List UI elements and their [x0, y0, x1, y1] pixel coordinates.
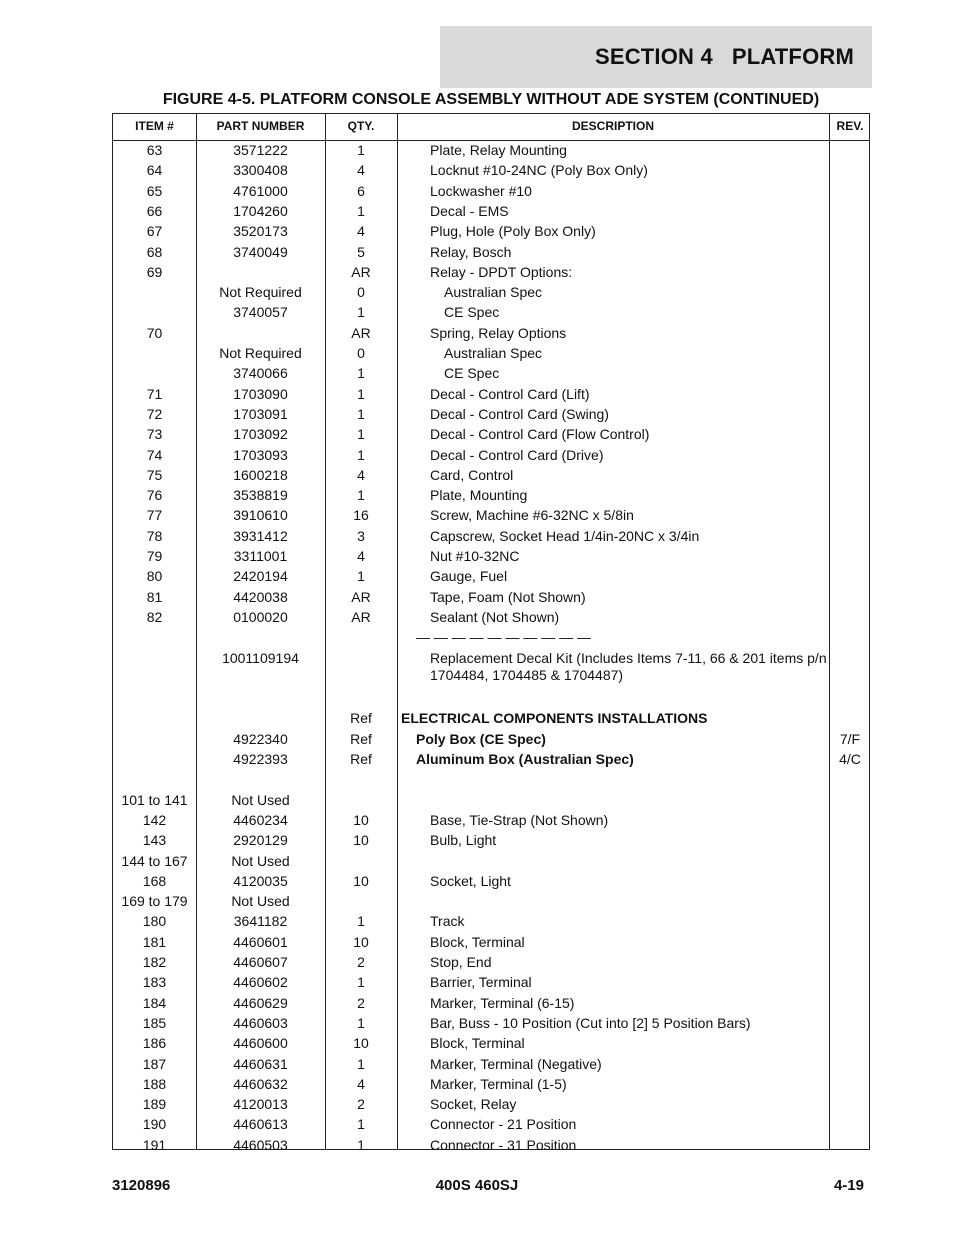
part-number-cell: 3740066	[233, 365, 288, 382]
part-number-cell: 4460503	[233, 1136, 288, 1153]
qty-cell: AR	[351, 263, 371, 280]
description-cell: Base, Tie-Strap (Not Shown)	[430, 811, 609, 828]
description-cell: Nut #10-32NC	[430, 548, 520, 564]
qty-cell: 4	[357, 466, 365, 483]
part-number-cell: 4460613	[233, 1116, 288, 1133]
qty-cell: AR	[351, 608, 371, 625]
description-cell: Plug, Hole (Poly Box Only)	[430, 223, 596, 240]
part-number-cell: 3520173	[233, 223, 288, 240]
qty-cell: 1	[357, 385, 365, 402]
description-cell: CE Spec	[444, 304, 500, 321]
qty-cell: 10	[353, 1035, 369, 1052]
item-cell: 64	[146, 162, 163, 179]
part-number-cell: 3538819	[233, 487, 288, 504]
item-cell: 101 to 141	[121, 791, 188, 808]
description-cell: ELECTRICAL COMPONENTS INSTALLATIONS	[401, 710, 708, 727]
description-cell: Relay, Bosch	[430, 243, 512, 260]
item-cell: 75	[146, 466, 163, 483]
item-cell: 71	[146, 385, 163, 402]
part-number-cell: 4120013	[233, 1096, 288, 1113]
item-cell: 187	[142, 1055, 167, 1072]
figure-title: FIGURE 4-5. PLATFORM CONSOLE ASSEMBLY WITHOUT ADE SYSTEM (CONTINUED)	[162, 91, 820, 108]
item-cell: 181	[142, 933, 167, 950]
qty-cell: 2	[357, 954, 365, 970]
table-header	[113, 114, 869, 141]
qty-cell: 1	[357, 202, 365, 219]
item-cell: 182	[142, 954, 167, 970]
description-cell: Decal - Control Card (Flow Control)	[430, 426, 650, 443]
description-cell: Decal - Control Card (Lift)	[430, 385, 590, 402]
item-cell: 144 to 167	[121, 852, 188, 869]
qty-cell: 4	[357, 162, 365, 179]
parts-table	[112, 113, 870, 1153]
qty-cell: 2	[357, 994, 365, 1011]
part-number-cell: 3311001	[233, 548, 288, 564]
qty-cell: 1	[357, 1055, 365, 1072]
section-title: SECTION 4 PLATFORM	[594, 44, 854, 69]
description-cell: Connector - 31 Position	[430, 1136, 577, 1153]
description-cell: Gauge, Fuel	[430, 568, 508, 585]
header-part-number: PART NUMBER	[216, 119, 305, 133]
qty-cell: 10	[353, 811, 369, 828]
part-number-cell: 4120035	[233, 872, 288, 889]
qty-cell: 1	[357, 304, 365, 321]
item-cell: 77	[146, 507, 163, 524]
footer-doc-number: 3120896	[112, 1177, 171, 1194]
description-cell: Decal - Control Card (Swing)	[430, 405, 609, 422]
part-number-cell: 4460234	[233, 811, 288, 828]
description-cell: Plate, Mounting	[430, 487, 528, 504]
description-cell: Australian Spec	[444, 284, 543, 301]
part-number-cell: 2420194	[233, 568, 288, 585]
item-cell: 180	[142, 913, 167, 930]
part-number-cell: Not Used	[231, 893, 290, 910]
qty-cell: 1	[357, 974, 365, 991]
rev-cell: 7/F	[839, 730, 861, 747]
item-cell: 76	[146, 487, 163, 504]
part-number-cell: Not Required	[219, 284, 302, 301]
part-number-cell: 4922393	[233, 751, 288, 767]
qty-cell: Ref	[350, 730, 372, 747]
header-description: DESCRIPTION	[571, 119, 654, 133]
part-number-cell: 3910610	[233, 507, 288, 524]
qty-cell: 1	[357, 426, 365, 443]
qty-cell: 4	[357, 1075, 365, 1092]
description-cell: Bulb, Light	[430, 832, 497, 849]
item-cell: 143	[142, 832, 167, 849]
item-cell: 69	[146, 263, 163, 280]
qty-cell: 0	[357, 284, 365, 301]
description-cell: Marker, Terminal (1-5)	[430, 1075, 567, 1092]
item-cell: 73	[146, 426, 163, 443]
description-cell: Tape, Foam (Not Shown)	[430, 588, 586, 605]
rev-cell: 4/C	[839, 751, 861, 767]
item-cell: 78	[146, 527, 163, 544]
item-cell: 168	[142, 872, 167, 889]
part-number-cell: 1600218	[233, 466, 288, 483]
item-cell: 70	[146, 324, 163, 341]
description-cell: Socket, Light	[430, 872, 511, 889]
part-number-cell: 1703092	[233, 426, 288, 443]
part-number-cell: 4460600	[233, 1035, 288, 1052]
part-number-cell: Not Used	[231, 791, 290, 808]
description-cell: Socket, Relay	[430, 1096, 517, 1113]
item-cell: 183	[142, 974, 167, 991]
description-cell: Australian Spec	[444, 345, 543, 361]
part-number-cell: 3740057	[233, 304, 288, 321]
part-number-cell: 1703091	[233, 405, 288, 422]
item-cell: 68	[146, 243, 163, 260]
part-number-cell: 4460607	[233, 954, 288, 970]
qty-cell: 0	[357, 345, 365, 361]
description-cell: Block, Terminal	[430, 933, 525, 950]
qty-cell: 1	[357, 1116, 365, 1133]
qty-cell: 1	[357, 446, 365, 463]
part-number-cell: 4460602	[233, 974, 288, 991]
qty-cell: 4	[357, 548, 365, 564]
part-number-cell: 4460629	[233, 994, 288, 1011]
description-cell: Plate, Relay Mounting	[430, 142, 567, 158]
qty-cell: 10	[353, 933, 369, 950]
header-item: ITEM #	[135, 119, 174, 133]
part-number-cell: 4761000	[233, 182, 288, 199]
part-number-cell: 1703093	[233, 446, 288, 463]
part-number-cell: 1703090	[233, 385, 288, 402]
qty-cell: 10	[353, 872, 369, 889]
description-cell: CE Spec	[444, 365, 500, 382]
item-cell: 169 to 179	[121, 893, 188, 910]
part-number-cell: 1704260	[233, 202, 288, 219]
description-cell: Sealant (Not Shown)	[430, 608, 560, 625]
item-cell: 186	[142, 1035, 167, 1052]
item-cell: 142	[142, 811, 167, 828]
qty-cell: 1	[357, 487, 365, 504]
item-cell: 67	[146, 223, 163, 240]
description-cell: Marker, Terminal (Negative)	[430, 1055, 602, 1072]
description-cell: Capscrew, Socket Head 1/4in-20NC x 3/4in	[430, 527, 700, 544]
qty-cell: 6	[357, 182, 365, 199]
description-cell: Screw, Machine #6-32NC x 5/8in	[430, 507, 634, 524]
section-banner	[440, 26, 872, 88]
footer-model: 400S 460SJ	[435, 1177, 519, 1194]
header-rev: REV.	[836, 119, 864, 133]
description-cell: Lockwasher #10	[430, 182, 532, 199]
part-number-cell: 0100020	[233, 608, 288, 625]
part-number-cell: 3571222	[233, 142, 288, 158]
qty-cell: 3	[357, 527, 365, 544]
description-cell: Block, Terminal	[430, 1035, 525, 1052]
description-cell: Locknut #10-24NC (Poly Box Only)	[430, 162, 648, 179]
part-number-cell: 3740049	[233, 243, 288, 260]
description-cell: Relay - DPDT Options:	[430, 263, 573, 280]
part-number-cell: Not Used	[231, 852, 290, 869]
description-cell: Spring, Relay Options	[430, 324, 567, 341]
item-cell: 79	[146, 548, 163, 564]
qty-cell: 1	[357, 1014, 365, 1031]
qty-cell: Ref	[350, 751, 372, 767]
part-number-cell: 4420038	[233, 588, 288, 605]
description-cell: Connector - 21 Position	[430, 1116, 577, 1133]
qty-cell: Ref	[350, 710, 372, 727]
qty-cell: 2	[357, 1096, 365, 1113]
item-cell: 184	[142, 994, 167, 1011]
part-number-cell: 4460601	[233, 933, 288, 950]
item-cell: 81	[146, 588, 163, 605]
item-cell: 82	[146, 608, 163, 625]
part-number-cell: 4460631	[233, 1055, 288, 1072]
description-cell: Marker, Terminal (6-15)	[430, 994, 575, 1011]
item-cell: 190	[142, 1116, 167, 1133]
item-cell: 66	[146, 202, 163, 219]
part-number-cell: 4460632	[233, 1075, 288, 1092]
part-number-cell: 2920129	[233, 832, 288, 849]
part-number-cell: 4460603	[233, 1014, 288, 1031]
qty-cell: 1	[357, 913, 365, 930]
qty-cell: 5	[357, 243, 365, 260]
qty-cell: 1	[357, 365, 365, 382]
qty-cell: 1	[357, 405, 365, 422]
part-number-cell: 3931412	[233, 527, 288, 544]
qty-cell: 10	[353, 832, 369, 849]
item-cell: 63	[146, 142, 163, 158]
qty-cell: 1	[357, 142, 365, 158]
part-number-cell: 3300408	[233, 162, 288, 179]
description-cell: Track	[430, 913, 465, 930]
item-cell: 80	[146, 568, 163, 585]
item-cell: 74	[146, 446, 163, 463]
description-cell: Aluminum Box (Australian Spec)	[416, 751, 634, 767]
description-cell: Decal - Control Card (Drive)	[430, 446, 604, 463]
footer-page-number: 4-19	[833, 1177, 864, 1194]
part-number-cell: Not Required	[219, 345, 302, 361]
item-cell: 191	[142, 1136, 167, 1153]
description-cell: Stop, End	[430, 954, 492, 970]
description-cell: Replacement Decal Kit (Includes Items 7-11, 66 & 201 items p/n 1704484, 1704485 & 1704487)	[430, 649, 827, 683]
part-number-cell: 3641182	[233, 913, 288, 930]
description-cell: Bar, Buss - 10 Position (Cut into [2] 5 Position Bars)	[430, 1014, 751, 1031]
item-cell: 72	[146, 405, 163, 422]
description-cell: — — — — — — — — — —	[416, 629, 592, 646]
item-cell: 188	[142, 1075, 167, 1092]
description-cell: Decal - EMS	[430, 202, 509, 219]
qty-cell: 1	[357, 568, 365, 585]
qty-cell: AR	[351, 324, 371, 341]
description-cell: Poly Box (CE Spec)	[416, 730, 546, 747]
qty-cell: 16	[353, 507, 369, 524]
part-number-cell: 4922340	[233, 730, 288, 747]
header-qty: QTY.	[347, 119, 375, 133]
qty-cell: AR	[351, 588, 371, 605]
qty-cell: 1	[357, 1136, 365, 1153]
qty-cell: 4	[357, 223, 365, 240]
description-cell: Card, Control	[430, 466, 514, 483]
item-cell: 185	[142, 1014, 167, 1031]
item-cell: 65	[146, 182, 163, 199]
part-number-cell: 1001109194	[222, 649, 299, 666]
description-cell: Barrier, Terminal	[430, 974, 532, 991]
column-divider	[397, 114, 398, 1149]
item-cell: 189	[142, 1096, 167, 1113]
